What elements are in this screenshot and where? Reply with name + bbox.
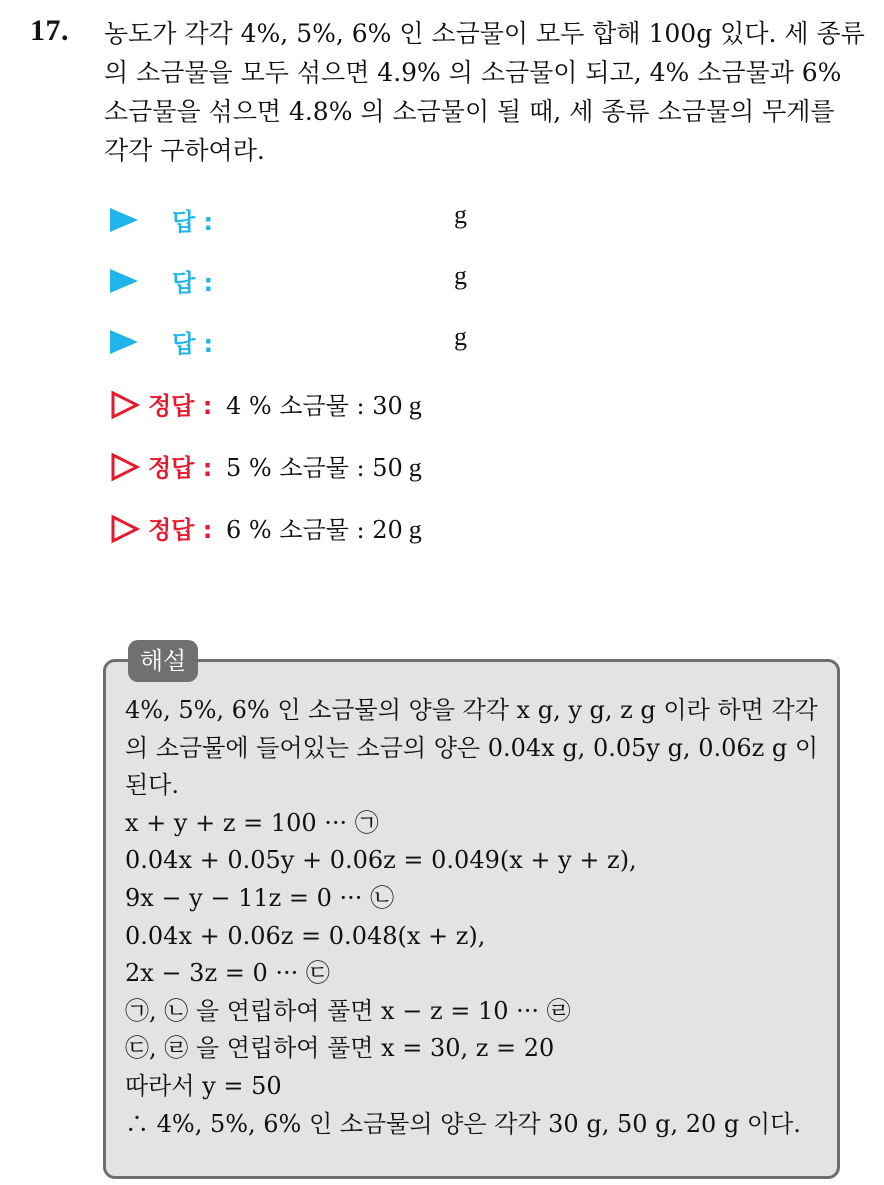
question-line: 농도가 각각 4%, 5%, 6% 인 소금물이 모두 합해 100g 있다. 세 종류 xyxy=(104,19,865,48)
play-arrow-icon xyxy=(110,330,138,354)
question-text xyxy=(104,14,864,170)
solution-unit: g xyxy=(408,391,422,420)
solution-row-1 xyxy=(108,384,708,428)
solution-text: 6 % 소금물 : 20 xyxy=(226,516,403,544)
answer-unit: g xyxy=(454,200,467,229)
explanation-line: 0.04x + 0.06z = 0.048(x + z), xyxy=(125,921,486,950)
explanation-line: 따라서 y = 50 xyxy=(125,1071,282,1100)
solution-unit: g xyxy=(408,515,422,544)
explanation-line: 된다. xyxy=(125,771,179,800)
solution-value xyxy=(226,386,422,421)
play-arrow-icon xyxy=(110,269,138,293)
solution-row-3 xyxy=(108,508,708,552)
answer-label: 답 : xyxy=(172,208,214,236)
answer-row-2[interactable] xyxy=(108,261,528,303)
answer-row-1[interactable] xyxy=(108,200,528,242)
question-line: 소금물을 섞으면 4.8% 의 소금물이 될 때, 세 종류 소금물의 무게를 xyxy=(104,97,835,126)
answer-label: 답 : xyxy=(172,330,214,358)
answer-label: 답 : xyxy=(172,269,214,297)
solution-label: 정답 : xyxy=(148,392,213,420)
explanation-line: 4%, 5%, 6% 인 소금물의 양을 각각 x g, y g, z g 이라 하면 각각 xyxy=(125,696,818,724)
explanation-line: 2x − 3z = 0 ··· ㉢ xyxy=(125,959,330,988)
explanation-line: 0.04x + 0.05y + 0.06z = 0.049(x + y + z), xyxy=(125,846,637,875)
solution-value xyxy=(226,448,422,483)
solution-label: 정답 : xyxy=(148,516,213,544)
explanation-line: 의 소금물에 들어있는 소금의 양은 0.04x g, 0.05y g, 0.06z g 이 xyxy=(125,733,819,762)
outline-arrow-icon xyxy=(110,514,140,544)
solution-value xyxy=(226,510,422,545)
question-line: 각각 구하여라. xyxy=(104,136,265,165)
explanation-tag: 해설 xyxy=(128,640,198,682)
answer-unit: g xyxy=(454,261,467,290)
solution-text: 5 % 소금물 : 50 xyxy=(226,454,403,482)
explanation-line: ㉠, ㉡ 을 연립하여 풀면 x − z = 10 ··· ㉣ xyxy=(125,996,571,1025)
explanation-line: 9x − y − 11z = 0 ··· ㉡ xyxy=(125,883,395,912)
problem-number: 17. xyxy=(30,14,69,47)
answer-row-3[interactable] xyxy=(108,322,528,364)
play-arrow-icon xyxy=(110,208,138,232)
solution-row-2 xyxy=(108,446,708,490)
explanation-line: ㉢, ㉣ 을 연립하여 풀면 x = 30, z = 20 xyxy=(125,1034,555,1063)
explanation-body xyxy=(125,692,825,1143)
solution-text: 4 % 소금물 : 30 xyxy=(226,392,403,420)
explanation-line: x + y + z = 100 ··· ㉠ xyxy=(125,808,379,837)
explanation-line: ∴ 4%, 5%, 6% 인 소금물의 양은 각각 30 g, 50 g, 20 g 이다. xyxy=(125,1109,801,1138)
outline-arrow-icon xyxy=(110,452,140,482)
outline-arrow-icon xyxy=(110,390,140,420)
solution-label: 정답 : xyxy=(148,454,213,482)
solution-unit: g xyxy=(408,453,422,482)
answer-unit: g xyxy=(454,322,467,351)
question-line: 의 소금물을 모두 섞으면 4.9% 의 소금물이 되고, 4% 소금물과 6% xyxy=(104,58,842,87)
